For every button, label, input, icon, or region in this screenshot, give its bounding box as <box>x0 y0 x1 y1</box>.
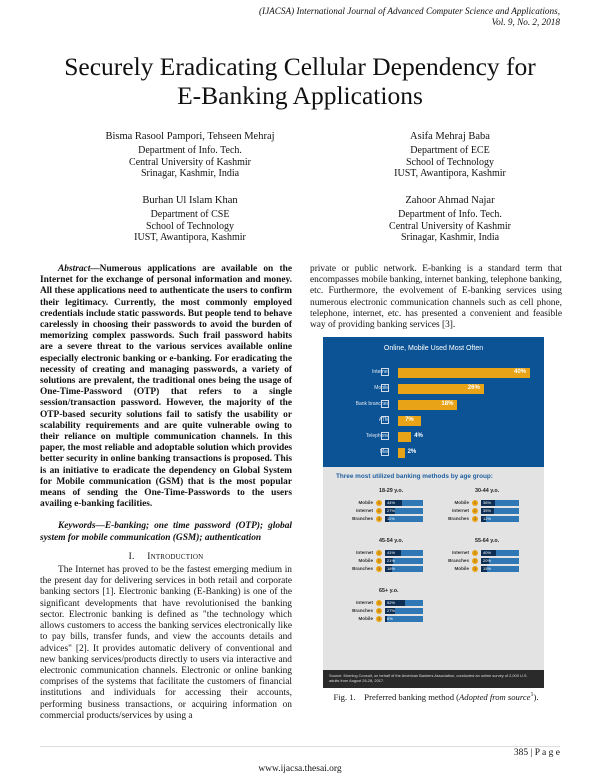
age-group <box>427 538 537 578</box>
abstract: Abstract—Numerous applications are available on the Internet for the exchange of personal information and money. All these applications need to authenticate the users to confirm their legitimacy. Currently, the most commonly employed credentials include static passwords. But people tend to behave carelessly in choosing their passwords to avoid the burden of memorizing complex passwords. Such frail password habits are a severe threat to the various services available online especially electronic banking or e-banking. For eradicating the necessity of creating and managing passwords, a variety of solutions are prevalent, the traditional ones being the usage of One-Time-Password (OTP) that refers to a single session/transaction password. However, the majority of the OTP-based security solutions fail to satisfy the usability or scalability requirements and are quite vulnerable owing to their reliance on multiple communication channels. In this paper, the most reliable and adoptable solution which provides better security in online banking transactions is proposed. This is an initiative to eradicate the dependency on Global System for Mobile communication (GSM) that is the most popular means of sending the One-Time-Passwords to the users availing e-banking facilities. <box>40 264 292 510</box>
keywords: Keywords—E-banking; one time password (OTP); global system for mobile communication (GSM); authentication <box>40 521 292 543</box>
method-label: Mobile <box>454 566 469 571</box>
method-label: Branches <box>352 608 373 613</box>
age-group-title: 18-29 y.o. <box>379 488 404 494</box>
bar-value: 52% <box>387 600 396 605</box>
bar-value: 20% <box>483 558 492 563</box>
age-group-row <box>331 608 441 614</box>
rank-badge: 2 <box>377 558 381 563</box>
bar <box>385 566 423 572</box>
bar-value: 41% <box>387 550 396 555</box>
author-block: Asifa Mehraj Baba Department of ECE School of Technology IUST, Awantipora, Kashmir <box>394 131 506 179</box>
bar <box>385 550 423 556</box>
bar <box>398 432 411 442</box>
bar <box>385 508 423 514</box>
bar <box>481 558 519 564</box>
bar-label: Telephone <box>365 433 389 439</box>
method-label: Branches <box>448 516 469 521</box>
age-group-row <box>427 500 537 506</box>
bar <box>385 516 423 522</box>
rank-badge: 1 <box>377 600 381 605</box>
bar-value: 18% <box>441 401 454 407</box>
age-group <box>331 488 441 528</box>
method-label: Internet <box>356 550 373 555</box>
age-group-row <box>427 550 537 556</box>
bar-row <box>323 400 544 410</box>
rank-badge: 1 <box>377 550 381 555</box>
bar-value: 21% <box>387 558 396 563</box>
rank-badge: 2 <box>473 558 477 563</box>
rank-badge: 2 <box>473 508 477 513</box>
age-group-title: 55-64 y.o. <box>475 538 500 544</box>
age-group-title: 65+ y.o. <box>379 588 399 594</box>
rank-badge: 3 <box>377 616 381 621</box>
phone-icon <box>381 384 389 392</box>
figure-caption: Fig. 1. Preferred banking method (Adopted from source$^1$). <box>333 692 539 702</box>
bar <box>398 448 405 458</box>
bar <box>481 566 519 572</box>
bar-label: Mobile <box>374 385 389 391</box>
mail-icon <box>381 448 389 456</box>
rank-badge: 1 <box>473 500 477 505</box>
method-label: Internet <box>452 508 469 513</box>
rank-badge: 1 <box>473 550 477 555</box>
bar-row <box>323 368 544 378</box>
age-group-title: 30-44 y.o. <box>475 488 500 494</box>
bar-row <box>323 384 544 394</box>
bar-value: 6% <box>387 616 393 621</box>
age-group <box>427 488 537 528</box>
bar-label: Mail <box>379 449 389 455</box>
age-group-title: 45-54 y.o. <box>379 538 404 544</box>
bar <box>481 500 519 506</box>
author-block: Burhan Ul Islam Khan Department of CSE School of Technology IUST, Awantipora, Kashmir <box>134 195 246 243</box>
rank-badge: 3 <box>377 566 381 571</box>
bar-value: 44% <box>387 500 396 505</box>
age-group-row <box>331 558 441 564</box>
journal-header: (IJACSA) International Journal of Advanced Computer Science and Applications, Vol. 9, No. 2, 2018 <box>258 6 560 27</box>
chart-subtitle: Three most utilized banking methods by age group: <box>336 473 493 480</box>
left-column <box>40 264 292 722</box>
telephone-icon <box>381 432 389 440</box>
age-group <box>331 538 441 578</box>
bar <box>481 516 519 522</box>
method-label: Internet <box>356 508 373 513</box>
method-label: Mobile <box>358 558 373 563</box>
bar-value: 18% <box>387 566 396 571</box>
bar-label: Bank branches <box>355 401 389 407</box>
rank-badge: 2 <box>377 608 381 613</box>
rank-badge: 2 <box>377 508 381 513</box>
age-group-row <box>331 550 441 556</box>
method-label: Mobile <box>454 500 469 505</box>
bank-icon <box>381 400 389 408</box>
bar-value: 7% <box>405 417 414 423</box>
method-label: Branches <box>352 516 373 521</box>
method-label: Branches <box>352 566 373 571</box>
method-label: Mobile <box>358 500 373 505</box>
bar-value: 40% <box>514 369 527 375</box>
bar-row <box>323 448 544 458</box>
rank-badge: 3 <box>377 516 381 521</box>
age-group-row <box>331 516 441 522</box>
body-paragraph: private or public network. E-banking is a standard term that encompasses mobile banking, internet banking, telephone banking, etc. Furthermore, the evolvement of E-banking services using numerous electronic communication channels such as cell phone, telephone, internet, etc. has presented a convenient and feasible way of providing banking services [3]. <box>310 264 562 331</box>
channel-bar-chart <box>323 337 544 467</box>
age-group-row <box>331 508 441 514</box>
method-label: Mobile <box>358 616 373 621</box>
right-column <box>310 264 562 331</box>
paper-title: Securely Eradicating Cellular Dependency for E-Banking Applications <box>64 52 536 110</box>
bar-value: 4% <box>414 433 423 439</box>
rank-badge: 3 <box>473 516 477 521</box>
bar <box>398 368 530 378</box>
bar <box>385 558 423 564</box>
section-heading: I. Introduction <box>128 551 204 562</box>
bar-value: 11% <box>387 516 395 521</box>
page-number: 385 | P a g e <box>513 748 560 758</box>
atm-icon <box>378 416 389 424</box>
age-group-chart <box>323 467 544 670</box>
journal-url: www.ijacsa.thesai.org <box>258 764 342 774</box>
bar-value: 35% <box>483 508 492 513</box>
age-group-row <box>331 600 441 606</box>
bar-value: 27% <box>387 608 396 613</box>
age-group-row <box>331 566 441 572</box>
bar-value: 15% <box>483 566 492 571</box>
bar-value: 27% <box>387 508 396 513</box>
bar-value: 2% <box>407 449 417 455</box>
intro-paragraph: The Internet has proved to be the fastest emerging medium in the present day for delivering services in both retail and corporate banking sectors [1]. Electronic banking (E-Banking) is one of the significant developments that have revolutionised the banking sector. Electronic banking is defined as "the technology which allows customers to access the banking services electronically like to pay bills, transfer funds, and view the accounts details and advices" [2]. It provides automatic delivery of conventional and new banking services/products directly to users via interactive and electronic communication channels. Electronic or online banking comprises of the systems that facilitate the customers of financial institutions and individuals for accessing their accounts, performing business transactions, or acquiring information on commercial products/services by using a <box>40 565 292 721</box>
author-block: Bisma Rasool Pampori, Tehseen Mehraj Department of Info. Tech. Central University of Kashmir Srinagar, Kashmir, India <box>105 131 275 179</box>
age-group <box>331 588 441 628</box>
bar <box>385 600 423 606</box>
figure-1 <box>323 337 544 689</box>
bar-row <box>323 416 544 426</box>
method-label: Internet <box>356 600 373 605</box>
age-group-row <box>331 616 441 622</box>
age-group-row <box>427 508 537 514</box>
bar <box>385 500 423 506</box>
bar <box>481 550 519 556</box>
rank-badge: 1 <box>377 500 381 505</box>
bar <box>385 616 423 622</box>
author-block: Zahoor Ahmad Najar Department of Info. Tech. Central University of Kashmir Srinagar, Kashmir, India <box>389 195 511 243</box>
bar-value: 12% <box>483 516 492 521</box>
rank-badge: 3 <box>473 566 477 571</box>
chart-title: Online, Mobile Used Most Often <box>383 345 484 352</box>
method-label: Internet <box>452 550 469 555</box>
bar-label: Internet <box>372 369 389 375</box>
bar-value: 36% <box>483 500 492 505</box>
footer-divider <box>40 746 560 747</box>
bar-label: ATM <box>378 417 389 423</box>
age-group-row <box>427 516 537 522</box>
age-group-row <box>331 500 441 506</box>
bar <box>481 508 519 514</box>
bar-value: 40% <box>483 550 492 555</box>
bar <box>385 608 423 614</box>
age-group-row <box>427 558 537 564</box>
figure-source: Source: Morning Consult, on behalf of the American Bankers Association, conducted an online survey of 2,000 U.S. adults from August 26-28, 2017. <box>323 670 544 688</box>
laptop-icon <box>381 368 389 376</box>
age-group-row <box>427 566 537 572</box>
method-label: Branches <box>448 558 469 563</box>
bar-value: 26% <box>467 385 480 391</box>
bar-row <box>323 432 544 442</box>
